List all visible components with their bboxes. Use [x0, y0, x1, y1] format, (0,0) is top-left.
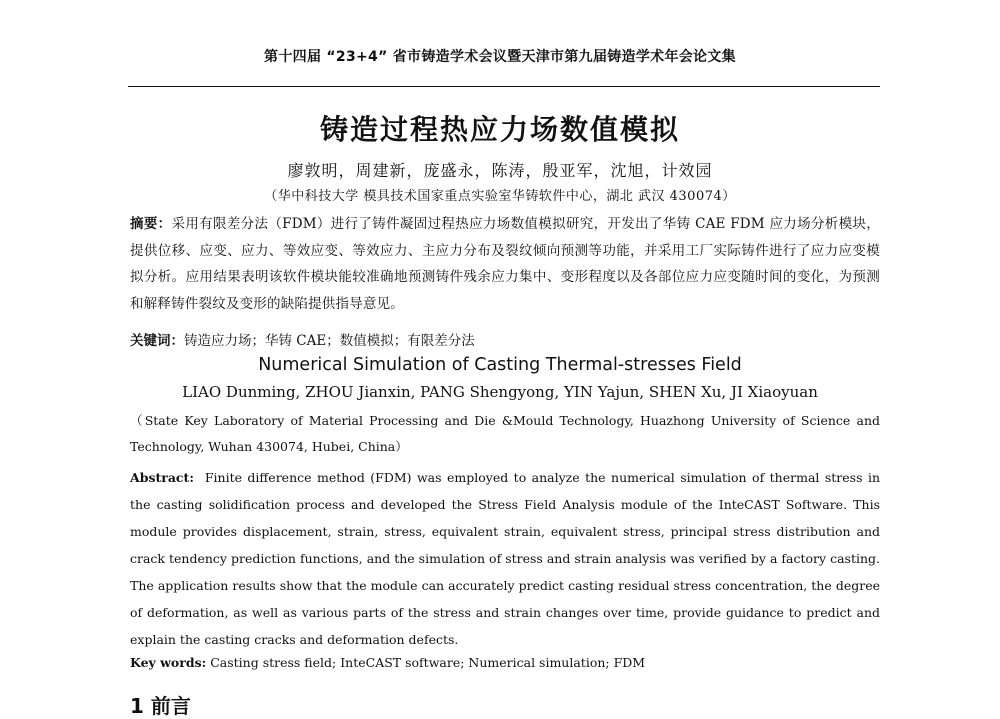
keywords-chinese [130, 330, 880, 352]
keywords-english [130, 652, 880, 674]
affiliation-chinese: （华中科技大学 模具技术国家重点实验室华铸软件中心，湖北 武汉 430074） [264, 189, 736, 204]
authors-english: LIAO Dunming, ZHOU Jianxin, PANG Shengyong, YIN Yajun, SHEN Xu, JI Xiaoyuan [182, 383, 818, 401]
keywords-label-chinese: 关键词： [130, 333, 184, 349]
section-heading: 1 前言 [130, 694, 191, 718]
keywords-text-chinese: 铸造应力场；华铸 CAE；数值模拟；有限差分法 [184, 333, 475, 349]
abstract-english [130, 464, 880, 653]
abstract-text-english: Finite difference method (FDM) was employed to analyze the numerical simulation of thermal stress in the casting solidification process and developed the Stress Field Analysis module of the InteCAST Software. This module provides displacement, strain, stress, equivalent strain, equivalent stress, principal stress distribution and crack tendency prediction functions, and the simulation of stress and strain analysis was verified by a factory casting. The application results show that the module can accurately predict casting residual stress concentration, the degree of deformation, as well as various parts of the stress and strain changes over time, provide guidance to predict and explain the casting cracks and deformation defects. [130, 470, 880, 647]
keywords-text-english: Casting stress field; InteCAST software; Numerical simulation; FDM [210, 655, 646, 670]
abstract-chinese [130, 211, 880, 317]
journal-header: 第十四届 “23+4” 省市铸造学术会议暨天津市第九届铸造学术年会论文集 [264, 49, 736, 65]
abstract-label-chinese: 摘要： [130, 216, 172, 232]
authors-chinese: 廖敦明，周建新，庞盛永，陈涛，殷亚军，沈旭，计效园 [287, 161, 713, 180]
affiliation-english: （State Key Laboratory of Material Processing and Die &Mould Technology, Huazhong University of Science and Technology, Wuhan 430074, Hubei, China） [130, 413, 880, 454]
abstract-label-english: Abstract: [130, 470, 194, 485]
title-english: Numerical Simulation of Casting Thermal-stresses Field [258, 355, 742, 375]
title-chinese: 铸造过程热应力场数值模拟 [319, 113, 680, 146]
keywords-label-english: Key words: [130, 655, 207, 670]
abstract-text-chinese: 采用有限差分法（FDM）进行了铸件凝固过程热应力场数值模拟研究，开发出了华铸 CAE FDM 应力场分析模块，提供位移、应变、应力、等效应变、等效应力、主应力分布及裂纹倾向预测等功能，并采用工厂实际铸件进行了应力应变模拟分析。应用结果表明该软件模块能较准确地预测铸件残余应力集中、变形程度以及各部位应力应变随时间的变化，为预测和解释铸件裂纹及变形的缺陷提供指导意见。 [130, 216, 880, 312]
header-rule [128, 86, 880, 87]
